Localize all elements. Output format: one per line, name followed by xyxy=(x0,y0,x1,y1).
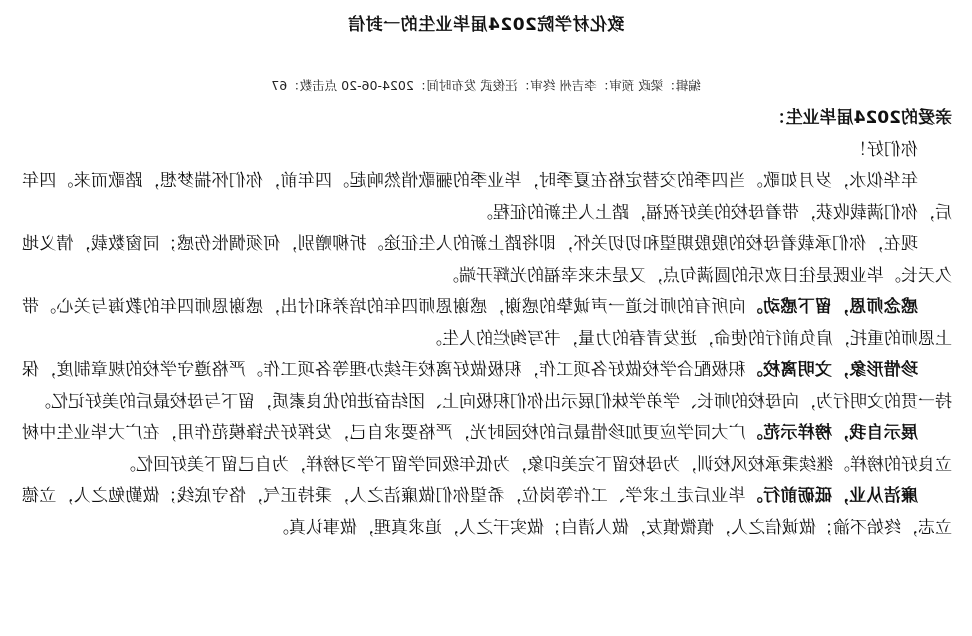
article-body xyxy=(22,103,952,544)
section-heading: 展示自我，榜样示范。 xyxy=(745,423,918,443)
article-title: 致化材学院2024届毕业生的一封信 xyxy=(347,15,625,35)
paragraph: 年华似水，岁月如歌。当四季的交替定格在夏季时，毕业季的骊歌悄然响起。四年前，你们怀揣梦想，踏歌而来。四年后，你们满载收获，带着母校的美好祝福，踏上人生新的征程。 xyxy=(22,171,952,223)
greeting: 你们好！ xyxy=(850,139,918,160)
section-paragraph xyxy=(22,355,952,418)
section-paragraph xyxy=(22,292,952,355)
section-paragraph xyxy=(22,418,952,481)
section-text: 毕业后走上求学、工作等岗位，希望你们做廉洁之人，秉持正气，恪守底线；做勤勉之人，立德立志，终始不渝；做诚信之人，慎微慎友，做人清白；做实干之人，追求真理，做事认真。 xyxy=(21,486,952,538)
paragraph: 现在，你们承载着母校的殷殷期望和切切关怀，即将踏上新的人生征途。折柳赠别，何须惆怅伤感；同窗数载，情义地久天长。毕业既是往日欢乐的圆满句点，又是未来幸福的光辉开端。 xyxy=(22,234,952,286)
section-heading: 珍惜形象，文明离校。 xyxy=(745,360,918,380)
section-heading: 感念师恩，留下感动。 xyxy=(745,297,918,317)
section-paragraph xyxy=(22,481,952,544)
section-text: 广大同学应更加珍惜最后的校园时光，严格要求自己，发挥好先锋模范作用，在广大毕业生中树立良好的榜样。继续秉承校风校训，为母校留下完美印象，为低年级同学留下学习榜样，为自己留下美好回忆。 xyxy=(21,423,952,475)
section-heading: 廉洁从业，砥砺前行。 xyxy=(745,486,918,506)
salutation: 亲爱的2024届毕业生： xyxy=(768,108,952,128)
section-text: 积极配合学校做好各项工作，积极做好离校手续办理等各项工作。严格遵守学校的规章制度，保持一贯的文明行为，向母校的师长、学弟学妹们展示出你们积极向上、团结奋进的优良素质，留下与母校最后的美好记忆。 xyxy=(21,360,952,412)
article-meta: 编辑：梁政 预审：李吉州 终审：汪俊武 发布时间：2024-06-20 点击数：67 xyxy=(271,78,701,93)
section-text: 向所有的师长道一声诚挚的感谢，感谢恩师四年的培养和付出，感谢恩师四年的教诲与关心。带上恩师的重托，肩负前行的使命，迸发青春的力量，书写绚烂的人生。 xyxy=(21,297,952,349)
